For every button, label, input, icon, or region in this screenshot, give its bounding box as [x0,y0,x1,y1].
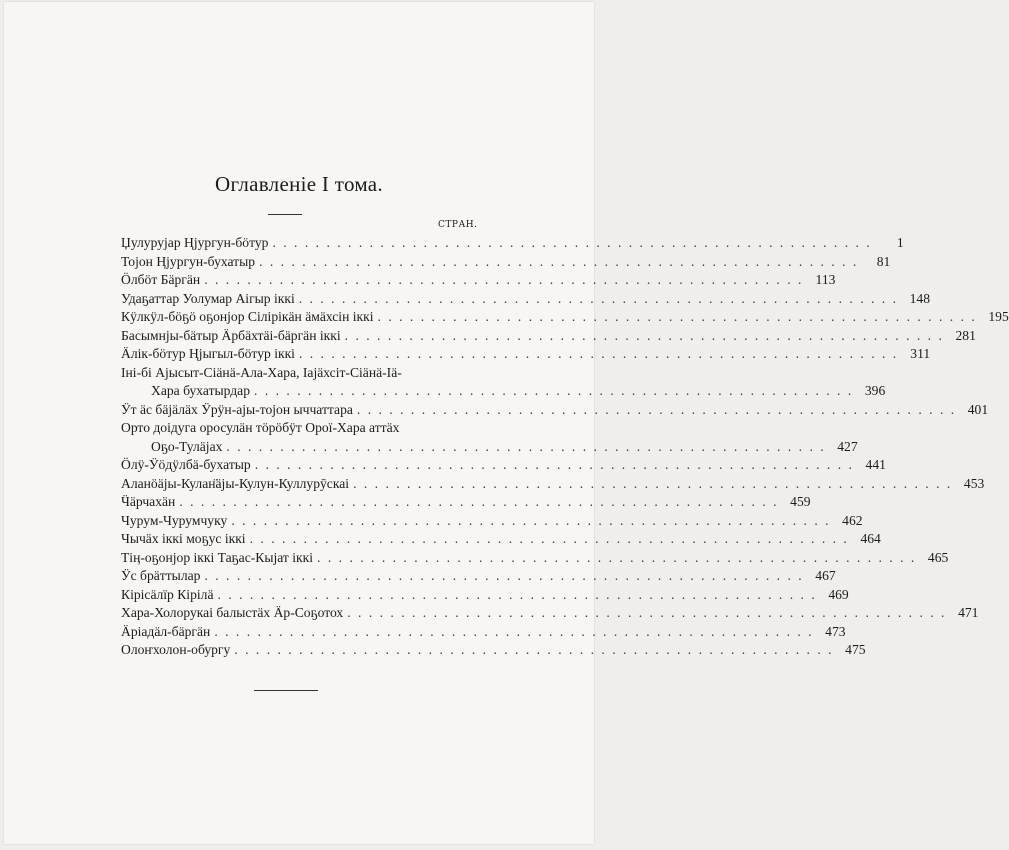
dot-leader: . . . . . . . . . . . . . . . . . . . . . . . . . . . . . . . . . . . . . . . . . . . . . . . . . . . . . . . . [353,475,953,491]
toc-entry-title: Ӵӓрчахӓн [121,494,176,509]
toc-entry-page: 81 [876,253,891,269]
toc-entry-title: Џулурујар Ӊјургун-бӧтур [121,235,269,250]
toc-entry-page: 473 [825,623,846,639]
toc-entry [121,253,891,272]
toc-entry-title: Ӧлбӧт Бӓргӓн [121,272,201,287]
toc-entry-page: 467 [815,568,836,583]
toc-entry-title: Ӱс брӓттылар [121,568,201,583]
toc-entry [121,567,836,586]
footer-divider [254,690,318,691]
toc-entry-title: Кірісӓлїр Кірілӓ [121,586,214,602]
toc-entry-title: Тојон Ӊјургун-бухатыр [121,253,256,269]
toc-entry-page: 401 [967,401,989,417]
toc-entry-title-continued: Оҕо-Тулӓјах [151,438,223,454]
toc-entry-page: 453 [963,475,985,491]
toc-entry [121,604,979,623]
toc-entry-page: 464 [860,531,881,546]
toc-entry [121,549,949,568]
dot-leader: . . . . . . . . . . . . . . . . . . . . . . . . . . . . . . . . . . . . . . . . . . . . . . . . . . . . . . . . [254,383,854,398]
page-column-header: СТРАН. [438,220,478,230]
toc-entry [121,623,846,642]
toc-entry-page: 281 [955,327,976,343]
title-divider [268,214,302,215]
dot-leader: . . . . . . . . . . . . . . . . . . . . . . . . . . . . . . . . . . . . . . . . . . . . . . . . . . . . . . . . [214,623,814,639]
dot-leader: . . . . . . . . . . . . . . . . . . . . . . . . . . . . . . . . . . . . . . . . . . . . . . . . . . . . . . . . [217,586,817,602]
toc-entry [121,271,836,290]
dot-leader: . . . . . . . . . . . . . . . . . . . . . . . . . . . . . . . . . . . . . . . . . . . . . . . . . . . . . . . . [234,642,834,657]
toc-entry [121,456,886,475]
dot-leader: . . . . . . . . . . . . . . . . . . . . . . . . . . . . . . . . . . . . . . . . . . . . . . . . . . . . . . . . [254,457,854,472]
toc-entry [121,419,858,456]
toc-entry-page: 471 [958,605,979,620]
toc-entry-title: Ӧлӱ-Ӱӧдӱлбӓ-бухатыр [121,457,251,472]
page-title: Оглавленіе I тома. [215,172,383,196]
dot-leader: . . . . . . . . . . . . . . . . . . . . . . . . . . . . . . . . . . . . . . . . . . . . . . . . . . . . . . . . [298,290,898,306]
dot-leader: . . . . . . . . . . . . . . . . . . . . . . . . . . . . . . . . . . . . . . . . . . . . . . . . . . . . . . . . [298,346,899,361]
toc-entry-page: 311 [910,346,931,361]
dot-leader: . . . . . . . . . . . . . . . . . . . . . . . . . . . . . . . . . . . . . . . . . . . . . . . . . . . . . . . . [317,549,917,565]
toc-entry-page: 459 [790,494,811,509]
toc-entry-title: Ӓріадӓл-бӓргӓн [121,623,211,639]
toc-entry-title: Ӱт ӓс бӓјӓлӓх Ӱрӱн-ајы-тојон ыччаттара [121,401,353,417]
toc-entry [121,327,976,346]
toc-entry [121,641,866,660]
toc-entry-title: Басымнјы-бӓтыр Ӓрбӓхтӓі-бӓргӓн іккі [121,327,341,343]
toc-entry-title: Іні-бі Ајысыт-Сіӓнӓ-Ала-Хара, Іајӓхсіт-Сіӓнӓ-Іӓ- [121,364,402,380]
toc-entry-title: Тіӊ-оҕонјор іккі Таҕас-Кыјат іккі [121,549,314,565]
toc-entry-page: 396 [864,383,886,398]
dot-leader: . . . . . . . . . . . . . . . . . . . . . . . . . . . . . . . . . . . . . . . . . . . . . . . . . . . . . . . . [204,272,804,287]
toc-entry-page: 427 [837,438,858,454]
dot-leader: . . . . . . . . . . . . . . . . . . . . . . . . . . . . . . . . . . . . . . . . . . . . . . . . . . . . . . . . [226,438,826,454]
table-of-contents [121,234,1009,660]
toc-entry-title: Чычӓх іккі моҕус іккі [121,531,246,546]
toc-entry-title: Ӓлік-бӧтур Ӊјыгыл-бӧтур іккі [121,346,295,361]
dot-leader: . . . . . . . . . . . . . . . . . . . . . . . . . . . . . . . . . . . . . . . . . . . . . . . . . . . . . . . . [179,494,779,509]
toc-entry-page: 465 [927,549,949,565]
toc-entry [121,308,1009,327]
toc-entry-title: Олоҥхолон-обургу [121,642,231,657]
dot-leader: . . . . . . . . . . . . . . . . . . . . . . . . . . . . . . . . . . . . . . . . . . . . . . . . . . . . . . . . [356,401,957,417]
toc-entry [121,401,989,420]
dot-leader: . . . . . . . . . . . . . . . . . . . . . . . . . . . . . . . . . . . . . . . . . . . . . . . . . . . . . . . . [377,309,977,324]
dot-leader: . . . . . . . . . . . . . . . . . . . . . . . . . . . . . . . . . . . . . . . . . . . . . . . . . . . . . . . . [259,253,859,269]
toc-entry-page: 148 [909,290,930,306]
toc-entry [121,290,930,309]
toc-entry [121,493,811,512]
toc-entry-page: 462 [842,512,863,528]
toc-entry-title: Орто доідуга оросулӓн тӧрӧбӱт Орої-Хара аттӓх [121,420,400,435]
toc-entry-title: Чурум-Чурумчуку [121,512,228,528]
toc-entry [121,530,881,549]
dot-leader: . . . . . . . . . . . . . . . . . . . . . . . . . . . . . . . . . . . . . . . . . . . . . . . . . . . . . . . . [347,605,947,620]
toc-entry-title: Аланӧӓјы-Кулан̈ӓјы-Кулун-Куллурӯскаі [121,475,350,491]
toc-entry-title: Удаҕаттар Уолумар Аігыр іккі [121,290,295,306]
book-page [4,2,1009,844]
toc-entry [121,586,849,605]
dot-leader: . . . . . . . . . . . . . . . . . . . . . . . . . . . . . . . . . . . . . . . . . . . . . . . . . . . . . . . . [204,568,804,583]
toc-entry [121,345,931,364]
toc-entry-page: 475 [845,642,866,657]
dot-leader: . . . . . . . . . . . . . . . . . . . . . . . . . . . . . . . . . . . . . . . . . . . . . . . . . . . . . . . . [231,512,831,528]
toc-entry [121,475,985,494]
toc-entry-page: 195 [988,309,1009,324]
toc-entry [121,364,886,401]
toc-entry-title-continued: Хара бухатырдар [151,383,251,398]
toc-entry [121,234,904,253]
toc-entry-title: Хара-Холорукаі балыстӓх Ӓр-Соҕотох [121,605,344,620]
dot-leader: . . . . . . . . . . . . . . . . . . . . . . . . . . . . . . . . . . . . . . . . . . . . . . . . . . . . . . . . [344,327,944,343]
toc-entry-page: 469 [828,586,849,602]
toc-entry-title: Кӱлкӱл-бӧҕӧ оҕонјор Сілірікӓн ӓмӓхсін іккі [121,309,374,324]
toc-entry [121,512,863,531]
dot-leader: . . . . . . . . . . . . . . . . . . . . . . . . . . . . . . . . . . . . . . . . . . . . . . . . . . . . . . . . [249,531,849,546]
toc-entry-page: 113 [815,272,836,287]
toc-entry-page: 441 [865,457,886,472]
toc-entry-page: 1 [896,235,904,250]
dot-leader: . . . . . . . . . . . . . . . . . . . . . . . . . . . . . . . . . . . . . . . . . . . . . . . . . . . . . . . . [272,235,872,250]
